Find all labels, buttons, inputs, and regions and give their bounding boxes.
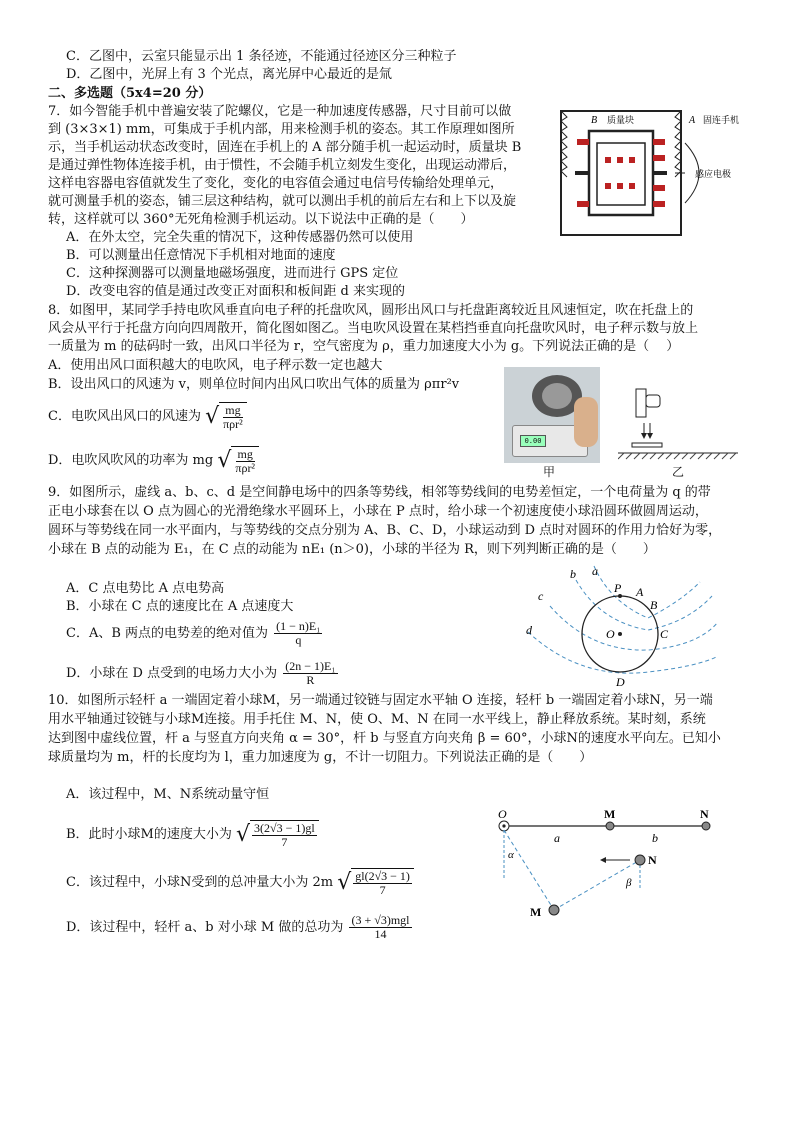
label-b-line: b xyxy=(570,567,576,581)
label-p: P xyxy=(614,581,622,595)
q9-option-c xyxy=(66,620,324,647)
label-a-line: a xyxy=(592,564,598,578)
scale-display: 0.00 xyxy=(520,435,546,447)
frac-num: mg xyxy=(225,403,241,417)
label-c-line: c xyxy=(538,589,544,603)
label-mass: 质量块 xyxy=(607,115,635,125)
q9-option-c-text: C．A、B 两点的电势差的绝对值为 xyxy=(66,626,269,641)
q10-line-3: 达到图中虚线位置，杆 a 与竖直方向夹角 α = 30°，杆 b 与竖直方向夹角 β = 60°，小球N的速度水平向左。已知小 xyxy=(48,731,721,746)
label-d-point: D xyxy=(616,675,625,689)
frac-num: gl(2√3 − 1) xyxy=(355,869,410,883)
q7-line-5: 这样电容器电容值就发生了变化，变化的电容值会通过电信号传输给处理单元， xyxy=(48,176,504,191)
q10-option-a: A．该过程中，M、N系统动量守恒 xyxy=(66,787,270,802)
q8-option-b: B．设出风口的风速为 v，则单位时间内出风口吹出气体的质量为 ρπr²v xyxy=(48,377,460,392)
frac-den: πρr² xyxy=(235,461,256,475)
q10-option-b: B．此时小球M的速度大小为 √ $\frac{3(2√3 - 1)gl}{7}$ xyxy=(66,820,319,849)
label-n-top: N xyxy=(700,807,709,821)
q9-line-4: 小球在 B 点的动能为 E₁，在 C 点的动能为 nE₁ (n＞0)，小球的半径为 R，则下列判断正确的是（ ） xyxy=(48,542,656,557)
frac-num: (3 + √3)mgl xyxy=(351,913,410,927)
frac-den: R xyxy=(306,673,315,687)
q10-option-d xyxy=(66,914,414,941)
frac-num: 3(2√3 − 1)gl xyxy=(254,821,315,835)
label-d-line: d xyxy=(526,623,532,637)
label-a: A xyxy=(689,115,696,126)
label-b-point: B xyxy=(650,598,658,612)
label-n-low: N xyxy=(648,853,657,867)
q8-line-1: 8．如图甲，某同学手持电吹风垂直向电子秤的托盘吹风，圆形出风口与托盘距离较近且风速恒定，吹在托盘上的 xyxy=(48,303,694,318)
photo-caption: 甲 xyxy=(543,465,556,479)
option-c-previous: C．乙图中，云室只能显示出 1 条径迹，不能通过径迹区分三种粒子 xyxy=(66,49,457,64)
q7-option-c: C．这种探测器可以测量地磁场强度，进而进行 GPS 定位 xyxy=(66,266,399,281)
q8-option-d-text: D．电吹风吹风的功率为 mg xyxy=(48,453,214,468)
sqrt-expression: √ $\frac{mg}{\text{πρr²}}$ xyxy=(217,446,259,475)
label-c-point: C xyxy=(660,627,669,641)
q10-line-4: 球质量均为 m，杆的长度均为 l，重力加速度为 g，不计一切阻力。下列说法正确的是（ ） xyxy=(48,750,593,765)
hairdryer-photo xyxy=(504,367,600,463)
q10-option-b-text: B．此时小球M的速度大小为 xyxy=(66,827,232,842)
q7-line-1: 7．如今智能手机中普遍安装了陀螺仪，它是一种加速度传感器，尺寸目前可以做 xyxy=(48,104,512,119)
q7-line-4: 是通过弹性物体连接手机，由于惯性，不会随手机立刻发生变化，出现运动滞后， xyxy=(48,158,517,173)
section-heading: 二、多选题（5x4=20 分） xyxy=(48,86,212,101)
label-beta: β xyxy=(626,877,632,889)
frac-den: πρr² xyxy=(223,417,243,431)
q9-line-1: 9．如图所示，虚线 a、b、c、d 是空间静电场中的四条等势线，相邻等势线间的电势差恒定，一个电荷量为 q 的带 xyxy=(48,485,711,500)
label-a-point: A xyxy=(636,585,644,599)
label-m-low: M xyxy=(530,905,542,919)
frac-num: (2n − 1)E₁ xyxy=(285,659,336,673)
q10-line-2: 用水平轴通过铰链与小球M连接。用手托住 M、N，使 O、M、N 在同一水平线上，静止释放系统。某时刻，系统 xyxy=(48,712,706,727)
label-rod-a: a xyxy=(554,831,560,845)
q7-line-2: 到 (3×3×1) mm，可集成于手机内部，用来检测手机的姿态。其工作原理如图所 xyxy=(48,122,515,137)
q10-option-c: C．该过程中，小球N受到的总冲量大小为 2m √ $\frac{gl(2√3 - 1)}{7}$ xyxy=(66,868,414,897)
q9-option-a: A．C 点电势比 A 点电势高 xyxy=(66,581,225,596)
q7-option-a: A．在外太空，完全失重的情况下，这种传感器仍然可以使用 xyxy=(66,230,414,245)
q9-line-2: 正电小球套在以 O 点为圆心的光滑绝缘水平圆环上，小球在 P 点时，给小球一个初速度使小球沿圆环做圆周运动， xyxy=(48,504,708,519)
q7-line-3: 示，当手机运动状态改变时，固连在手机上的 A 部分随手机一起运动时，质量块 B xyxy=(48,140,522,155)
q7-line-7: 转，这样就可以 360°无死角检测手机运动。以下说法中正确的是（ ） xyxy=(48,212,474,227)
q9-option-d xyxy=(66,660,340,687)
option-d-previous: D．乙图中，光屏上有 3 个光点，离光屏中心最近的是氚 xyxy=(66,67,392,82)
q7-line-6: 就可测量手机的姿态，铺三层这种结构，就可以测出手机的前后左右和上下以及旋 xyxy=(48,194,517,209)
q8-option-c-text: C．电吹风出风口的风速为 xyxy=(48,409,201,424)
label-m-top: M xyxy=(604,807,616,821)
frac-den: 7 xyxy=(281,835,288,849)
frac-den: 7 xyxy=(379,883,386,897)
label-o: O xyxy=(498,807,507,821)
q9-line-3: 圆环与等势线在同一水平面内，与等势线的交点分别为 A、B、C、D，小球运动到 D 点时对圆环的作用力恰好为零， xyxy=(48,523,722,538)
q7-option-d: D．改变电容的值是通过改变正对面积和板间距 d 来实现的 xyxy=(66,284,406,299)
gyroscope-diagram xyxy=(555,103,755,245)
label-b: B xyxy=(591,115,598,126)
hairdryer-diagram xyxy=(618,383,738,463)
q8-line-2: 风会从平行于托盘方向向四周散开，简化图如图乙。当电吹风设置在某档挡垂直向托盘吹风时，电子秤示数与放上 xyxy=(48,321,699,336)
q9-option-d-text: D．小球在 D 点受到的电场力大小为 xyxy=(66,666,278,681)
equipotential-diagram xyxy=(520,562,720,692)
frac-den: q xyxy=(295,633,302,647)
frac-num: mg xyxy=(237,447,253,461)
q10-line-1: 10．如图所示轻杆 a 一端固定着小球M，另一端通过铰链与固定水平轴 O 连接，轻杆 b 一端固定着小球N，另一端 xyxy=(48,693,713,708)
label-o: O xyxy=(606,627,615,641)
q7-option-b: B．可以测量出任意情况下手机相对地面的速度 xyxy=(66,248,336,263)
q10-option-d-text: D．该过程中，轻杆 a、b 对小球 M 做的总功为 xyxy=(66,920,344,935)
label-alpha: α xyxy=(508,849,514,861)
q9-option-b: B．小球在 C 点的速度比在 A 点速度大 xyxy=(66,599,294,614)
label-fixed: 固连手机 xyxy=(703,115,740,125)
rod-ball-diagram xyxy=(494,806,724,922)
frac-num: (1 − n)E₁ xyxy=(276,619,321,633)
label-electrode: 感应电极 xyxy=(695,169,732,179)
q8-option-c xyxy=(48,402,247,431)
sqrt-expression: √ $\frac{mg}{\text{πρr²}}$ xyxy=(205,402,247,431)
q8-option-d xyxy=(48,446,259,475)
diagram-caption: 乙 xyxy=(672,465,685,479)
q10-option-c-text: C．该过程中，小球N受到的总冲量大小为 2m xyxy=(66,875,334,890)
frac-den: 14 xyxy=(374,927,387,941)
q8-option-a: A．使用出风口面积越大的电吹风，电子秤示数一定也越大 xyxy=(48,358,383,373)
q8-line-3: 一质量为 m 的砝码时一致，出风口半径为 r，空气密度为 ρ，重力加速度大小为 g。下列说法正确的是（ ） xyxy=(48,339,680,354)
label-rod-b: b xyxy=(652,831,658,845)
